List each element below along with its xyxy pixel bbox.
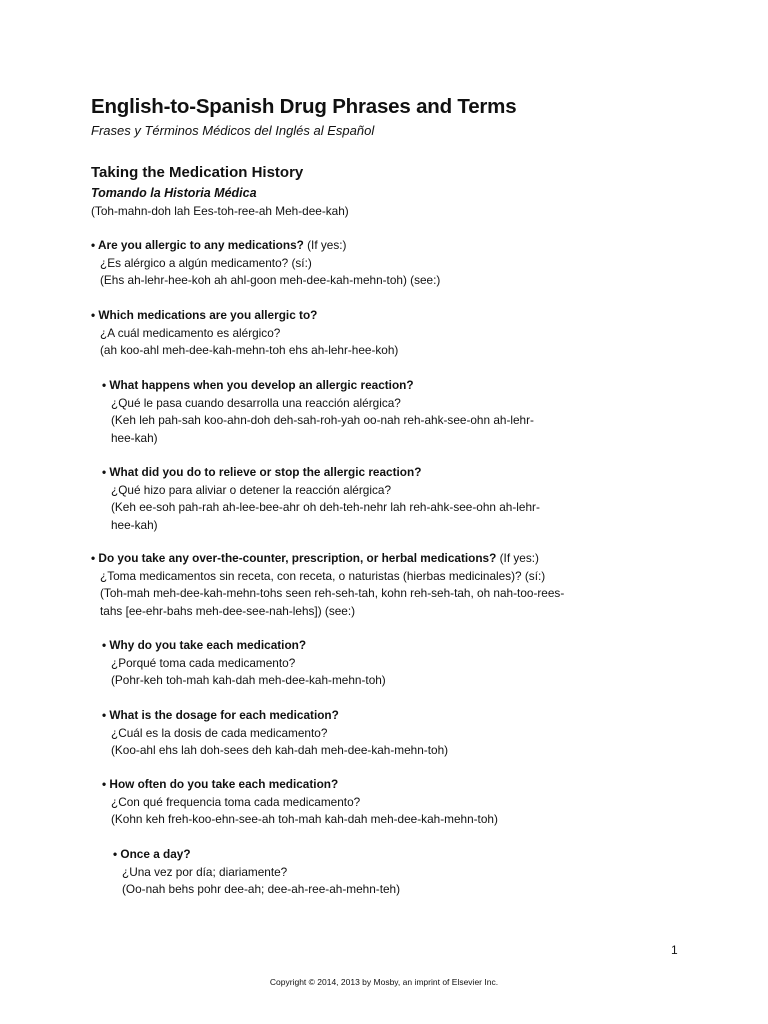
phonetic-pronunciation: (Toh-mah meh-dee-kah-mehn-tohs seen reh-seh-tah, kohn reh-seh-tah, oh nah-too-rees- (100, 586, 565, 600)
english-question: Are you allergic to any medications? (97, 238, 304, 252)
spanish-translation: ¿A cuál medicamento es alérgico? (100, 325, 281, 340)
bullet-icon: • (102, 777, 107, 791)
english-question: How often do you take each medication? (109, 777, 339, 791)
bullet-icon: • (102, 465, 107, 479)
spanish-translation: ¿Una vez por día; diariamente? (122, 864, 288, 879)
phonetic-pronunciation: (Keh leh pah-sah koo-ahn-doh deh-sah-roh-yah oo-nah reh-ahk-see-ohn ah-lehr- (111, 413, 534, 427)
phonetic-pronunciation: (Keh ee-soh pah-rah ah-lee-bee-ahr oh deh-teh-nehr lah reh-ahk-see-ohn ah-lehr- (111, 500, 540, 514)
bullet-icon: • (113, 847, 118, 861)
spanish-translation: ¿Porqué toma cada medicamento? (111, 655, 296, 670)
bullet-icon: • (91, 551, 96, 565)
phrase-item (102, 637, 386, 690)
section-phonetic: (Toh-mahn-doh lah Ees-toh-ree-ah Meh-dee-kah) (91, 204, 349, 218)
phonetic-pronunciation: (Koo-ahl ehs lah doh-sees deh kah-dah meh-dee-kah-mehn-toh) (111, 743, 449, 757)
phonetic-pronunciation: (Oo-nah behs pohr dee-ah; dee-ah-ree-ah-mehn-teh) (122, 882, 401, 896)
spanish-translation: ¿Cuál es la dosis de cada medicamento? (111, 725, 328, 740)
question-suffix: (If yes:) (499, 551, 539, 565)
copyright-notice: Copyright © 2014, 2013 by Mosby, an imprint of Elsevier Inc. (269, 977, 499, 987)
english-question: What happens when you develop an allergic reaction? (109, 378, 414, 392)
bullet-icon: • (91, 308, 96, 322)
section-title: Taking the Medication History (91, 164, 304, 181)
english-question: Do you take any over-the-counter, prescription, or herbal medications? (98, 551, 497, 565)
english-question: What did you do to relieve or stop the allergic reaction? (109, 465, 422, 479)
document-title: English-to-Spanish Drug Phrases and Terms (91, 95, 517, 118)
bullet-icon: • (102, 638, 107, 652)
spanish-translation: ¿Qué hizo para aliviar o detener la reacción alérgica? (111, 482, 392, 497)
phonetic-pronunciation-cont: hee-kah) (111, 430, 158, 445)
english-question: Which medications are you allergic to? (98, 308, 318, 322)
phonetic-pronunciation: (Ehs ah-lehr-hee-koh ah ahl-goon meh-dee-kah-mehn-toh) (see:) (100, 273, 441, 287)
spanish-translation: ¿Qué le pasa cuando desarrolla una reacción alérgica? (111, 395, 401, 410)
page-number: 1 (671, 943, 678, 957)
question-suffix: (If yes:) (307, 238, 347, 252)
spanish-translation: ¿Toma medicamentos sin receta, con receta, o naturistas (hierbas medicinales)? (sí:) (100, 568, 546, 583)
section-subtitle: Tomando la Historia Médica (91, 186, 257, 200)
english-question: What is the dosage for each medication? (109, 708, 339, 722)
bullet-icon: • (102, 378, 107, 392)
document-subtitle: Frases y Términos Médicos del Inglés al Español (91, 123, 375, 138)
phrase-item (91, 550, 564, 620)
phrase-item (91, 307, 398, 360)
phonetic-pronunciation: (Pohr-keh toh-mah kah-dah meh-dee-kah-mehn-toh) (111, 673, 386, 687)
bullet-icon: • (91, 238, 96, 252)
phrase-item (91, 237, 440, 290)
phonetic-pronunciation-cont: hee-kah) (111, 517, 158, 532)
phrase-item (102, 377, 534, 447)
bullet-icon: • (102, 708, 107, 722)
phonetic-pronunciation-cont: tahs [ee-ehr-bahs meh-dee-see-nah-lehs]) (see:) (100, 603, 356, 618)
english-question: Why do you take each medication? (109, 638, 307, 652)
phrase-item (113, 846, 400, 899)
english-question: Once a day? (120, 847, 191, 861)
spanish-translation: ¿Con qué frequencia toma cada medicamento? (111, 794, 361, 809)
phonetic-pronunciation: (Kohn keh freh-koo-ehn-see-ah toh-mah kah-dah meh-dee-kah-mehn-toh) (111, 812, 498, 826)
phrase-item (102, 776, 498, 829)
phrase-item (102, 464, 540, 534)
phonetic-pronunciation: (ah koo-ahl meh-dee-kah-mehn-toh ehs ah-lehr-hee-koh) (100, 343, 399, 357)
phrase-item (102, 707, 448, 760)
spanish-translation: ¿Es alérgico a algún medicamento? (sí:) (100, 255, 312, 270)
